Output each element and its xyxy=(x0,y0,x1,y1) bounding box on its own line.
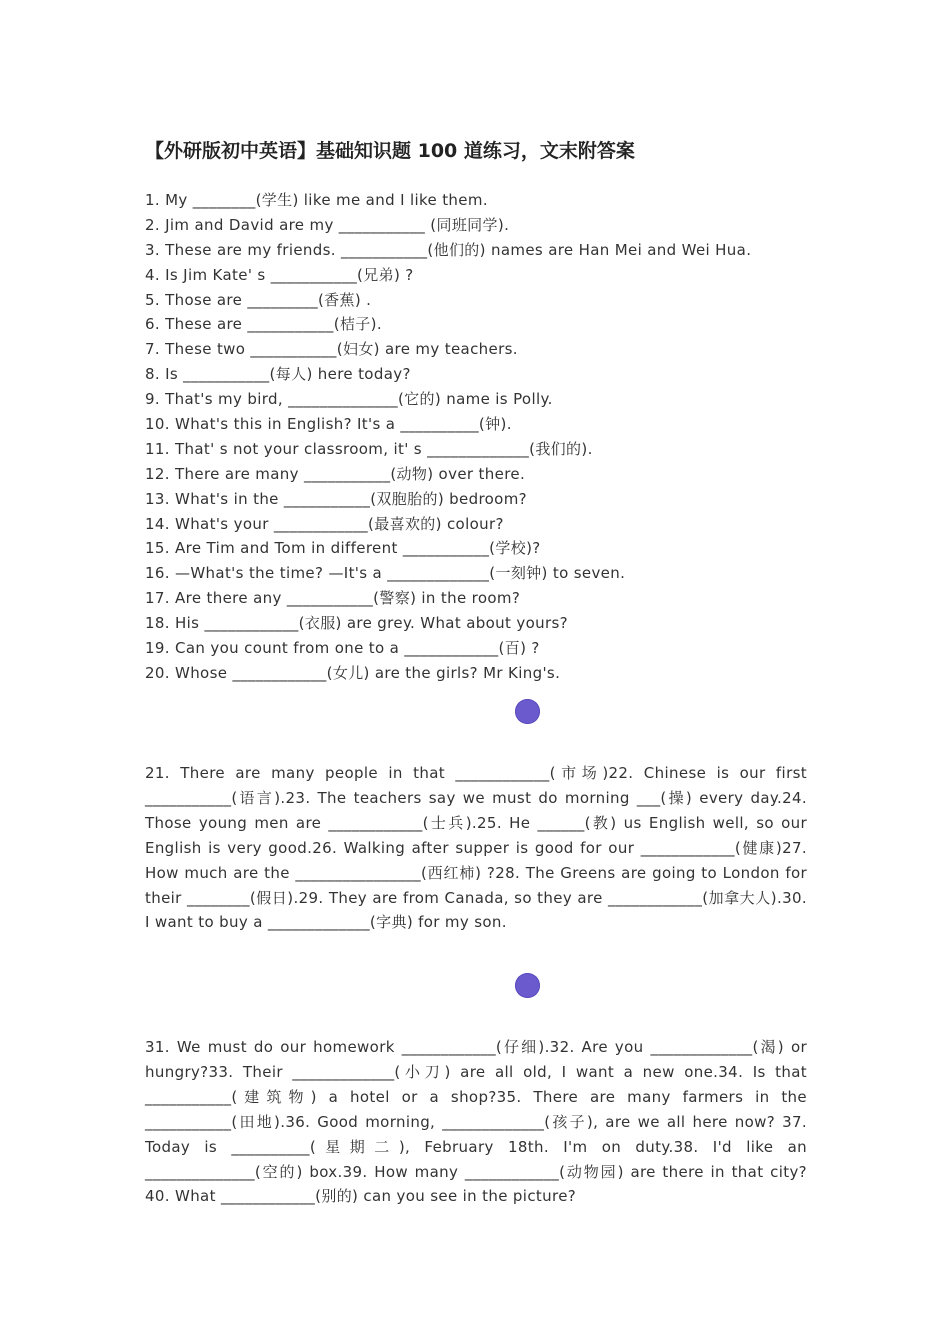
question-item: 9. That's my bird, ______________(它的) name is Polly. xyxy=(145,390,553,409)
question-item: 18. His ____________(衣服) are grey. What about yours? xyxy=(145,614,568,633)
question-item: 8. Is ___________(每人) here today? xyxy=(145,365,411,384)
question-paragraph-21-30: 21. There are many people in that ____________(市场)22. Chinese is our first ___________(语言).23. The teachers say we must do morning ___(操) every day.24. Those young men are ____________(士兵).25. He ______(教) us English well, so our English is very good.26. Walking after supper is good for our ____________(健康)27. How much are the ________________(西红柿) ?28. The Greens are going to London for their ________(假日).29. They are from Canada, so they are ____________(加拿大人).30. I want to buy a _____________(字典) for my son. xyxy=(145,764,807,932)
question-item: 10. What's this in English? It's a __________(钟). xyxy=(145,415,512,434)
question-item: 19. Can you count from one to a ____________(百) ? xyxy=(145,639,540,658)
document-title: 【外研版初中英语】基础知识题 100 道练习，文末附答案 xyxy=(145,140,635,162)
question-item: 15. Are Tim and Tom in different ___________(学校)? xyxy=(145,539,541,558)
question-item: 11. That' s not your classroom, it' s _____________(我们的). xyxy=(145,439,593,458)
question-item: 13. What's in the ___________(双胞胎的) bedroom? xyxy=(145,489,527,508)
question-item: 7. These two ___________(妇女) are my teachers. xyxy=(145,340,518,359)
question-item: 2. Jim and David are my ___________ (同班同学). xyxy=(145,215,510,234)
question-item: 16. —What's the time? —It's a _____________(一刻钟) to seven. xyxy=(145,564,626,583)
question-paragraph-31-40: 31. We must do our homework ____________(仔细).32. Are you _____________(渴) or hungry?33. Their _____________(小刀) are all old, I want a new one.34. Is that ___________(建筑物) a hotel or a shop?35. There are many farmers in the ___________(田地).36. Good morning, _____________(孩子), are we all here now? 37. Today is __________(星期二), February 18th. I'm on duty.38. I'd like an ______________(空的) box.39. How many ____________(动物园) are there in that city?40. What ____________(别的) can you see in the picture? xyxy=(145,1038,807,1206)
question-item: 14. What's your ____________(最喜欢的) colour? xyxy=(145,514,504,533)
question-item: 12. There are many ___________(动物) over there. xyxy=(145,464,526,483)
question-item: 4. Is Jim Kate' s ___________(兄弟) ? xyxy=(145,265,414,284)
question-list xyxy=(145,188,825,686)
section-divider-dot xyxy=(515,699,540,724)
question-item: 6. These are ___________(桔子). xyxy=(145,315,382,334)
question-item: 1. My ________(学生) like me and I like them. xyxy=(145,191,488,209)
question-item: 3. These are my friends. ___________(他们的) names are Han Mei and Wei Hua. xyxy=(145,240,752,259)
question-item: 20. Whose ____________(女儿) are the girls? Mr King's. xyxy=(145,663,561,682)
section-divider-dot xyxy=(515,973,540,998)
question-item: 17. Are there any ___________(警察) in the room? xyxy=(145,589,521,608)
question-item: 5. Those are _________(香蕉) . xyxy=(145,290,372,309)
